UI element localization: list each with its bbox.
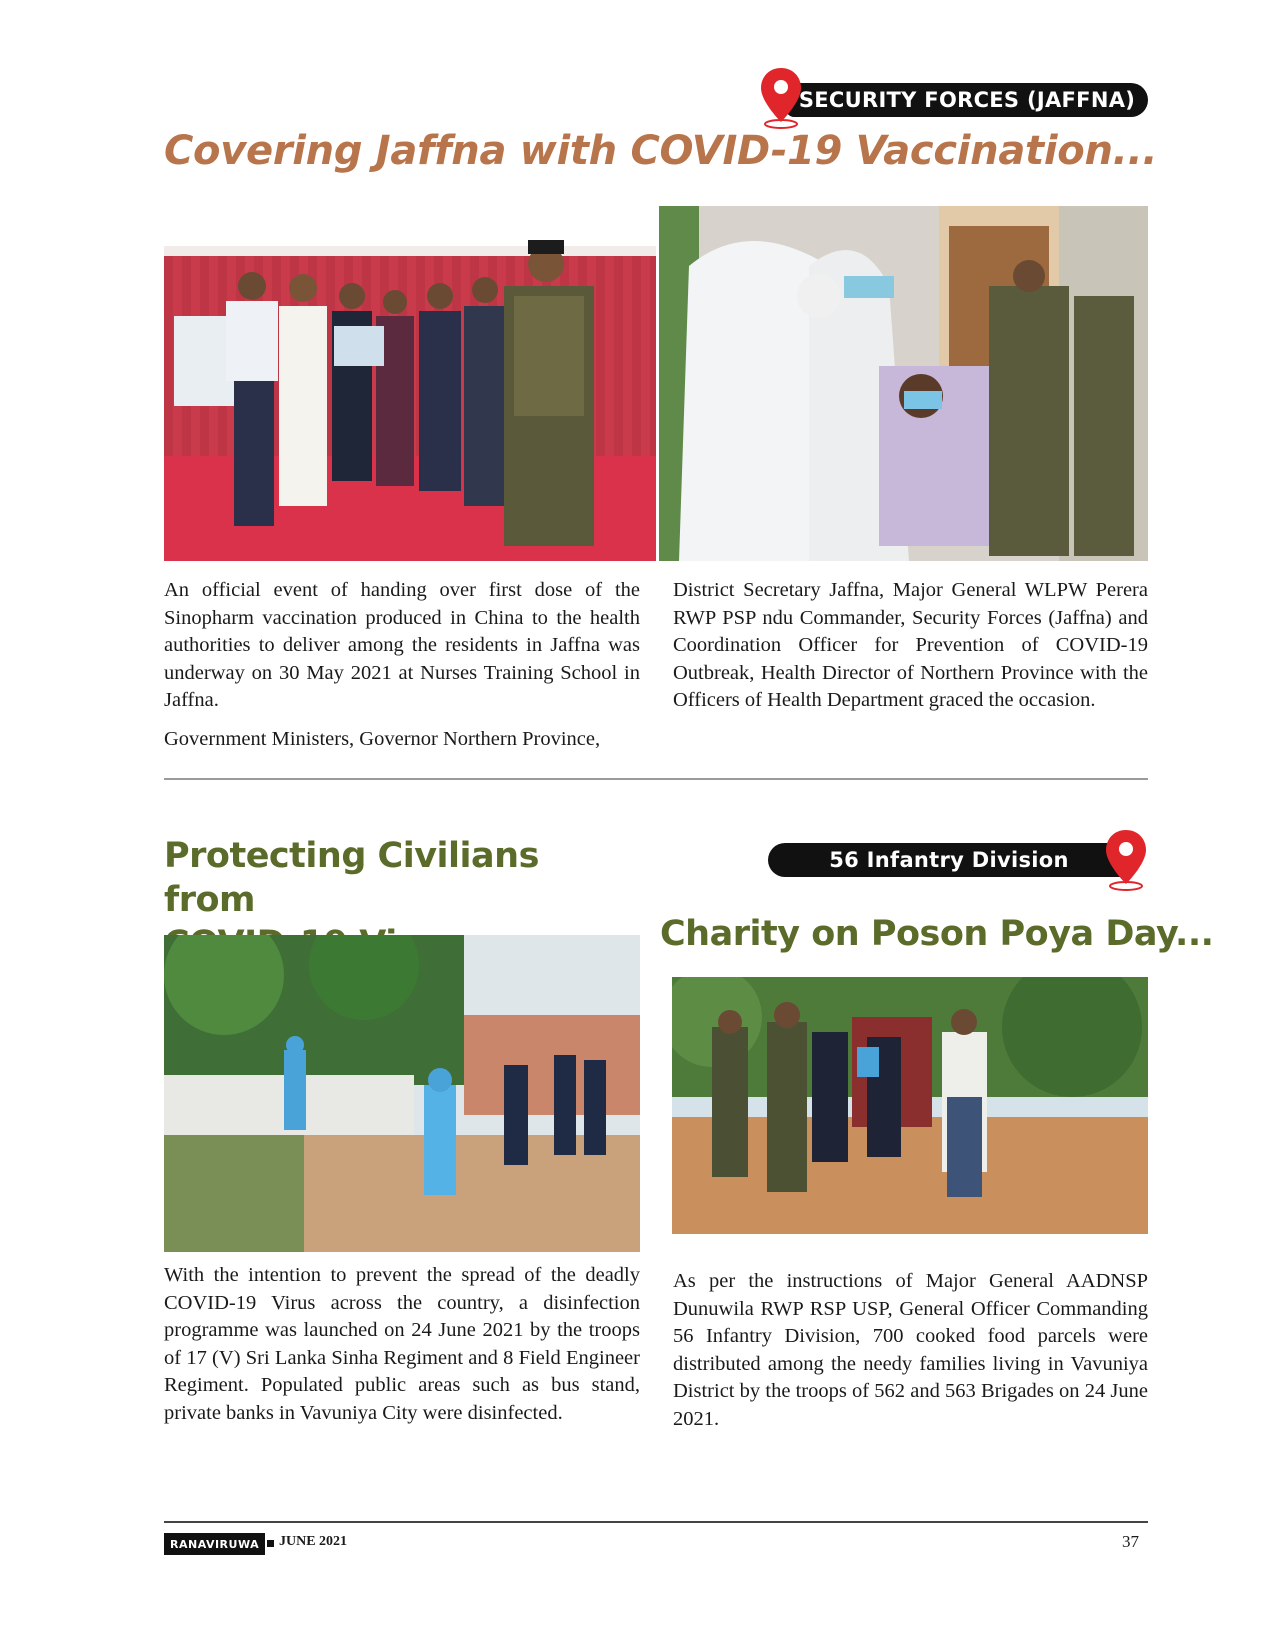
paragraph-disinfection: With the intention to prevent the spread of the deadly COVID-19 Virus across the country, a disinfection programme was launched on 24 June 2021 by the troops of 17 (V) Sri Lanka Sinha Regiment and 8 Field Engineer Regiment. Populated public areas such as bus stand, private banks in Vavuniya City were disinfected. bbox=[164, 1264, 640, 1424]
footer-bullet bbox=[267, 1540, 274, 1547]
paragraph-government-ministers: Government Ministers, Governor Northern Province, bbox=[164, 728, 601, 750]
photo-vaccination-administered bbox=[659, 206, 1148, 561]
location-pin-icon bbox=[758, 66, 804, 130]
section-divider bbox=[164, 778, 1148, 780]
paragraph-charity: As per the instructions of Major General AADNSP Dunuwila RWP RSP USP, General Officer Commanding 56 Infantry Division, 700 cooked food parcels were distributed among the needy families living in Vavuniya District by the troops of 562 and 563 Brigades on 24 June 2021. bbox=[673, 1270, 1148, 1430]
page-number: 37 bbox=[1122, 1532, 1139, 1551]
paragraph-handover-event: An official event of handing over first dose of the Sinopharm vaccination produced in China to the health authorities to deliver among the residents in Jaffna was underway on 30 May 2021 at Nurses Training School in Jaffna. bbox=[164, 579, 640, 711]
paragraph-district-secretary: District Secretary Jaffna, Major General WLPW Perera RWP PSP ndu Commander, Security Forces (Jaffna) and Coordination Officer for Prevention of COVID-19 Outbreak, Health Director of Northern Province with the Officers of Health Department graced the occasion. bbox=[673, 579, 1148, 711]
footer-brand: RANAVIRUWA bbox=[164, 1533, 265, 1555]
photo-disinfection-programme bbox=[164, 935, 640, 1252]
headline-covering-jaffna: Covering Jaffna with COVID-19 Vaccination... bbox=[164, 128, 1158, 174]
photo-food-distribution bbox=[672, 977, 1148, 1234]
section-badge-security-forces: SECURITY FORCES (JAFFNA) bbox=[786, 83, 1148, 117]
footer-rule bbox=[164, 1521, 1148, 1523]
headline-line-1: Protecting Civilians from bbox=[164, 836, 539, 920]
footer-date: JUNE 2021 bbox=[279, 1534, 348, 1549]
photo-vaccine-handover bbox=[164, 206, 656, 561]
headline-charity-poson: Charity on Poson Poya Day... bbox=[660, 914, 1214, 954]
location-pin-icon bbox=[1103, 828, 1149, 892]
section-badge-56-infantry: 56 Infantry Division bbox=[768, 843, 1130, 877]
